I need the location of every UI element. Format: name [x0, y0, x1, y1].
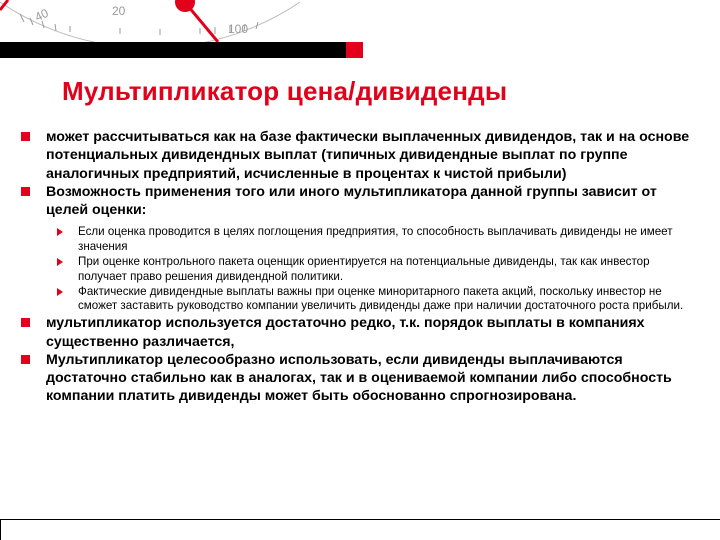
arrow-right-icon: [57, 228, 63, 236]
bullet-square-icon: [21, 318, 30, 327]
bullet-item: [18, 351, 694, 406]
sub-bullet-item: [18, 285, 694, 315]
bullet-text: Мультипликатор целесообразно использовать, если дивиденды выплачиваются достаточно стабильно как в аналогах, так и в оцениваемой компании либо способность компании платить дивиденды может быть обоснованно спрогнозирована.: [46, 351, 672, 405]
sub-bullet-text: Фактические дивидендные выплаты важны при оценке миноритарного пакета акций, поскольку инвестор не сможет заставить руководство компании увеличить дивиденды даже при наличии достаточного роста прибыли.: [78, 284, 684, 313]
gauge-icon: [0, 0, 300, 42]
slide-content: [18, 128, 694, 406]
bullet-item: [18, 183, 694, 220]
header-bar: [0, 42, 363, 58]
gauge-label-40: 40: [32, 5, 51, 25]
arrow-right-icon: [57, 258, 63, 266]
gauge-label-100: 100: [228, 22, 249, 36]
bullet-item: [18, 128, 694, 183]
slide-title: Мультипликатор цена/дивиденды: [62, 76, 508, 106]
arrow-right-icon: [57, 288, 63, 296]
sub-bullet-text: Если оценка проводится в целях поглощения предприятия, то способность выплачивать дивиденды не имеет значения: [78, 225, 673, 254]
footer-divider: [0, 519, 720, 520]
sub-bullet-text: При оценке контрольного пакета оценщик ориентируется на потенциальные дивиденды, так как инвестор получает право решения дивидендной политики.: [78, 255, 650, 283]
sub-bullet-item: [18, 255, 694, 285]
bullet-text: Возможность применения того или иного мультипликатора данной группы зависит от целей оценки:: [46, 183, 657, 219]
sub-bullet-item: [18, 225, 694, 255]
header-accent-square: [346, 42, 363, 58]
bullet-text: может рассчитываться как на базе фактически выплаченных дивидендов, так и на основе потенциальных дивидендных выплат (типичных дивидендные выплат по группе аналогичных предприятий, исчисленные в процентах к чистой прибыли): [46, 129, 690, 182]
bullet-text: мультипликатор используется достаточно редко, т.к. порядок выплаты в компаниях существенно различается,: [46, 315, 645, 350]
footer-tick: [0, 519, 1, 540]
bullet-square-icon: [21, 132, 30, 141]
bullet-square-icon: [21, 355, 30, 364]
gauge-label-20: 20: [112, 4, 126, 18]
bullet-item: [18, 314, 694, 351]
gauge-graphic: [0, 0, 300, 42]
bullet-square-icon: [21, 187, 30, 196]
